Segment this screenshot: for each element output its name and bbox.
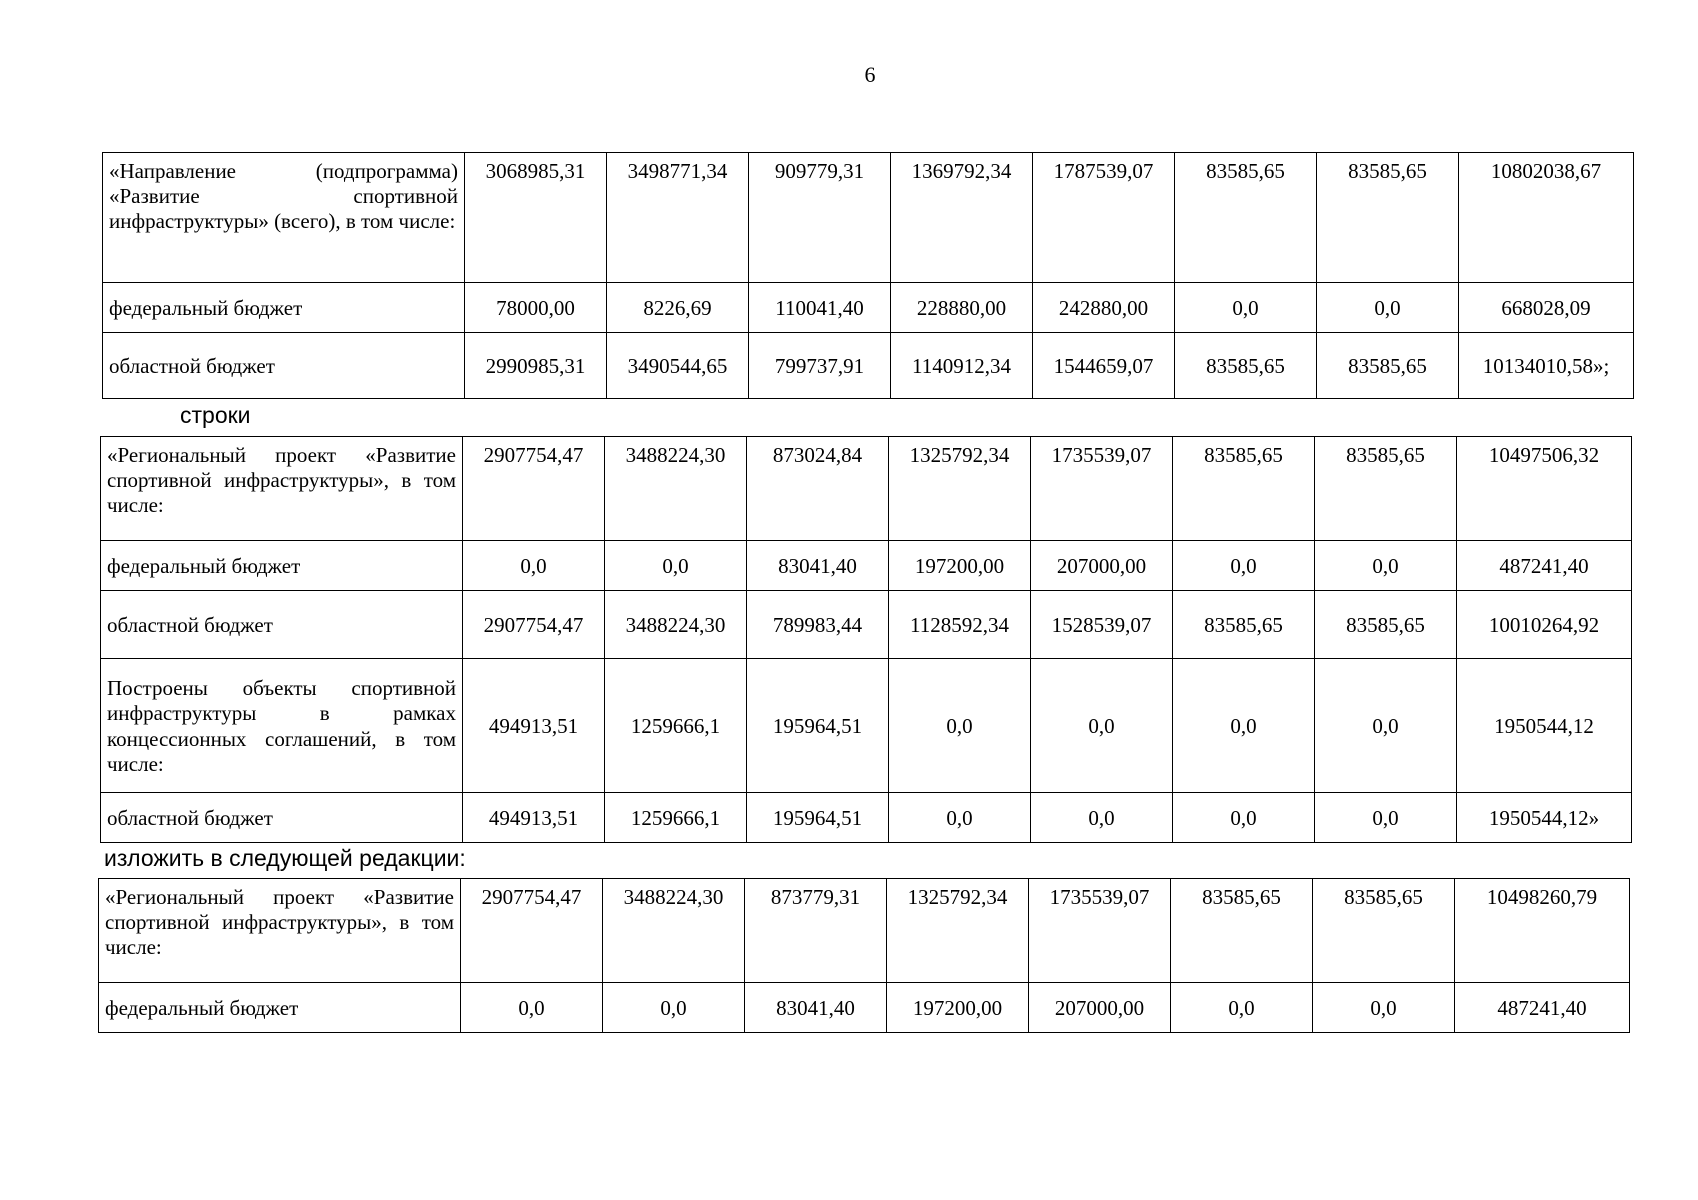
row-label: «Региональный проект «Развитие спортивной инфраструктуры», в том числе: [101,437,463,541]
value-cell: 8226,69 [607,283,749,333]
budget-table-regional-project-old [100,436,1632,843]
value-cell: 1128592,34 [889,591,1031,659]
value-cell: 83041,40 [745,983,887,1033]
value-cell: 0,0 [1031,793,1173,843]
value-cell: 195964,51 [747,659,889,793]
total-cell: 1950544,12 [1457,659,1632,793]
value-cell: 494913,51 [463,793,605,843]
value-cell: 197200,00 [889,541,1031,591]
value-cell: 83585,65 [1315,437,1457,541]
table-row [101,659,1632,793]
value-cell: 83585,65 [1313,879,1455,983]
total-cell: 10010264,92 [1457,591,1632,659]
table-row [99,879,1630,983]
total-cell: 10134010,58»; [1459,333,1634,399]
value-cell: 3488224,30 [605,437,747,541]
value-cell: 83585,65 [1171,879,1313,983]
row-label: федеральный бюджет [101,541,463,591]
row-label: федеральный бюджет [103,283,465,333]
value-cell: 0,0 [1315,541,1457,591]
table-row [99,983,1630,1033]
value-cell: 0,0 [1031,659,1173,793]
table-row [103,283,1634,333]
row-label: областной бюджет [101,793,463,843]
value-cell: 0,0 [1315,793,1457,843]
value-cell: 0,0 [889,659,1031,793]
value-cell: 0,0 [1173,541,1315,591]
value-cell: 2907754,47 [463,437,605,541]
value-cell: 1140912,34 [891,333,1033,399]
table-row [101,591,1632,659]
value-cell: 1528539,07 [1031,591,1173,659]
total-cell: 10802038,67 [1459,153,1634,283]
row-label: областной бюджет [103,333,465,399]
value-cell: 110041,40 [749,283,891,333]
value-cell: 0,0 [1315,659,1457,793]
value-cell: 1259666,1 [605,659,747,793]
table-row [101,793,1632,843]
row-label: областной бюджет [101,591,463,659]
row-label: «Направление (подпрограмма) «Развитие спортивной инфраструктуры» (всего), в том числе: [103,153,465,283]
row-label: Построены объекты спортивной инфраструктуры в рамках концессионных соглашений, в том числе: [101,659,463,793]
value-cell: 0,0 [1313,983,1455,1033]
value-cell: 789983,44 [747,591,889,659]
table-row [101,437,1632,541]
value-cell: 1787539,07 [1033,153,1175,283]
value-cell: 83585,65 [1317,333,1459,399]
value-cell: 1369792,34 [891,153,1033,283]
value-cell: 195964,51 [747,793,889,843]
value-cell: 0,0 [1173,659,1315,793]
value-cell: 0,0 [463,541,605,591]
total-cell: 1950544,12» [1457,793,1632,843]
value-cell: 197200,00 [887,983,1029,1033]
value-cell: 873779,31 [745,879,887,983]
value-cell: 83585,65 [1173,591,1315,659]
value-cell: 0,0 [1175,283,1317,333]
value-cell: 2907754,47 [461,879,603,983]
row-label: «Региональный проект «Развитие спортивной инфраструктуры», в том числе: [99,879,461,983]
value-cell: 1735539,07 [1031,437,1173,541]
value-cell: 1259666,1 [605,793,747,843]
connector-new-edition: изложить в следующей редакции: [104,845,466,871]
value-cell: 0,0 [461,983,603,1033]
value-cell: 83041,40 [747,541,889,591]
value-cell: 207000,00 [1031,541,1173,591]
value-cell: 83585,65 [1175,333,1317,399]
total-cell: 668028,09 [1459,283,1634,333]
total-cell: 10497506,32 [1457,437,1632,541]
value-cell: 873024,84 [747,437,889,541]
value-cell: 3488224,30 [603,879,745,983]
budget-table-direction [102,152,1634,399]
value-cell: 1325792,34 [889,437,1031,541]
total-cell: 10498260,79 [1455,879,1630,983]
value-cell: 1325792,34 [887,879,1029,983]
value-cell: 0,0 [1317,283,1459,333]
value-cell: 909779,31 [749,153,891,283]
table-row [103,333,1634,399]
budget-table-regional-project-new [98,878,1630,1033]
value-cell: 83585,65 [1317,153,1459,283]
value-cell: 228880,00 [891,283,1033,333]
connector-lines: строки [180,402,251,428]
value-cell: 207000,00 [1029,983,1171,1033]
table-row [101,541,1632,591]
value-cell: 83585,65 [1173,437,1315,541]
value-cell: 0,0 [1171,983,1313,1033]
value-cell: 2907754,47 [463,591,605,659]
value-cell: 242880,00 [1033,283,1175,333]
value-cell: 1544659,07 [1033,333,1175,399]
value-cell: 1735539,07 [1029,879,1171,983]
total-cell: 487241,40 [1455,983,1630,1033]
value-cell: 0,0 [889,793,1031,843]
value-cell: 799737,91 [749,333,891,399]
value-cell: 3490544,65 [607,333,749,399]
value-cell: 3488224,30 [605,591,747,659]
value-cell: 3068985,31 [465,153,607,283]
value-cell: 0,0 [605,541,747,591]
value-cell: 0,0 [1173,793,1315,843]
row-label: федеральный бюджет [99,983,461,1033]
value-cell: 78000,00 [465,283,607,333]
value-cell: 494913,51 [463,659,605,793]
page-number: 6 [864,62,876,87]
value-cell: 3498771,34 [607,153,749,283]
table-row [103,153,1634,283]
total-cell: 487241,40 [1457,541,1632,591]
value-cell: 2990985,31 [465,333,607,399]
value-cell: 83585,65 [1315,591,1457,659]
value-cell: 0,0 [603,983,745,1033]
value-cell: 83585,65 [1175,153,1317,283]
